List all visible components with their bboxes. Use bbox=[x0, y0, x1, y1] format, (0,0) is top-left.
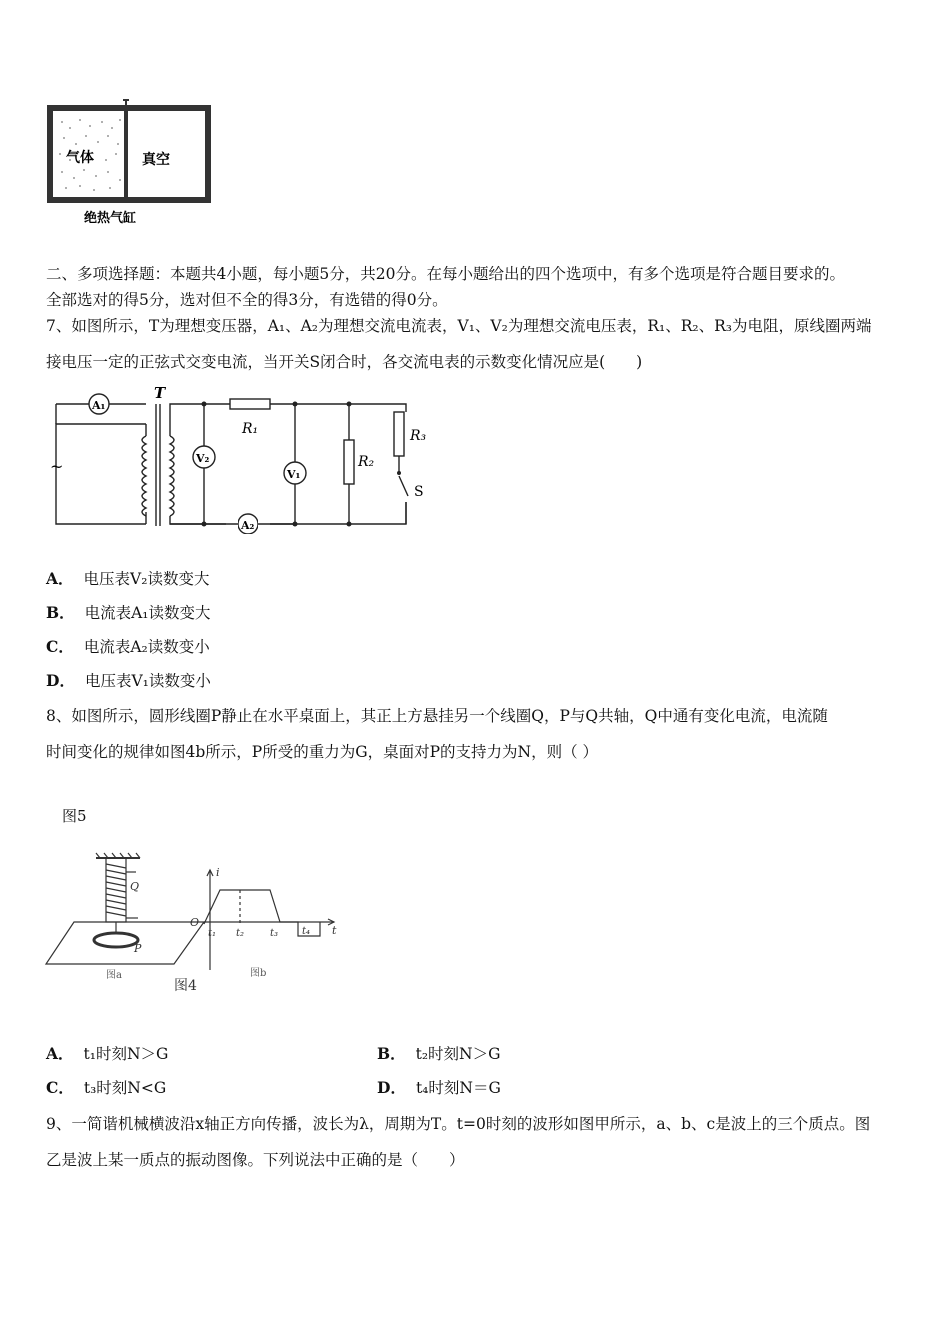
ac-source-symbol: ~ bbox=[50, 457, 64, 476]
q8-option-a-text: t₁时刻N＞G bbox=[83, 1045, 169, 1063]
q7-option-a-text: 电压表V₂读数变大 bbox=[83, 570, 210, 588]
axis-t-label: t bbox=[332, 924, 337, 937]
q7-option-c bbox=[46, 635, 210, 657]
axis-i-label: i bbox=[216, 866, 220, 879]
r1-label: R₁ bbox=[242, 421, 259, 437]
figure-4-caption: 图4 bbox=[174, 978, 197, 994]
q7-stem-line1: 7、如图所示，T为理想变压器，A₁、A₂为理想交流电流表，V₁、V₂为理想交流电压表，R₁、R₂、R₃为电阻，原线圈两端 bbox=[46, 317, 872, 335]
q7-option-b-key: B． bbox=[46, 603, 75, 622]
q7-option-b-text: 电流表A₁读数变大 bbox=[84, 604, 211, 622]
coil-q-label: Q bbox=[130, 880, 140, 893]
section-heading-cont: 全部选对的得5分，选对但不全的得3分，有选错的得0分。 bbox=[46, 291, 448, 309]
switch-label: S bbox=[414, 484, 424, 500]
q8-option-d-key: D． bbox=[377, 1078, 406, 1097]
vacuum-label: 真空 bbox=[142, 152, 170, 168]
q8-option-b bbox=[377, 1042, 501, 1064]
subfigure-a-label: 图a bbox=[106, 970, 122, 981]
q8-option-c-text: t₃时刻N<G bbox=[83, 1079, 167, 1097]
q7-stem-line2: 接电压一定的正弦式交变电流，当开关S闭合时，各交流电表的示数变化情况应是( ) bbox=[46, 353, 643, 371]
t2-tick-label: t₂ bbox=[236, 928, 245, 939]
t1-tick-label: t₁ bbox=[208, 928, 217, 939]
q7-option-a bbox=[46, 567, 209, 589]
subfigure-b-label: 图b bbox=[250, 968, 267, 979]
gas-cylinder-figure bbox=[40, 98, 220, 233]
cylinder-caption: 绝热气缸 bbox=[84, 211, 137, 226]
q7-option-c-key: C． bbox=[46, 637, 74, 656]
q7-option-d bbox=[46, 669, 211, 691]
q8-option-d bbox=[377, 1076, 501, 1098]
q8-stem-line1: 8、如图所示，圆形线圈P静止在水平桌面上，其正上方悬挂另一个线圈Q，P与Q共轴，Q中通有变化电流，电流随 bbox=[46, 707, 828, 725]
q9-stem-line1: 9、一简谐机械横波沿x轴正方向传播，波长为λ，周期为T。t=0时刻的波形如图甲所示，a、b、c是波上的三个质点。图 bbox=[46, 1115, 871, 1133]
q7-option-d-text: 电压表V₁读数变小 bbox=[84, 672, 211, 690]
q7-option-c-text: 电流表A₂读数变小 bbox=[83, 638, 210, 656]
section-heading: 二、多项选择题：本题共4小题，每小题5分，共20分。在每小题给出的四个选项中，有多个选项是符合题目要求的。 bbox=[46, 265, 845, 283]
figure-5-label: 图5 bbox=[62, 807, 87, 825]
q8-stem-line2: 时间变化的规律如图4b所示，P所受的重力为G，桌面对P的支持力为N，则（ ） bbox=[46, 743, 599, 761]
coil-current-figure bbox=[44, 850, 344, 1000]
r2-label: R₂ bbox=[358, 454, 375, 470]
q8-option-a-key: A． bbox=[46, 1044, 74, 1063]
q7-option-a-key: A． bbox=[46, 569, 74, 588]
t3-tick-label: t₃ bbox=[270, 928, 279, 939]
ammeter2-label: A₂ bbox=[241, 519, 255, 532]
q8-option-b-text: t₂时刻N＞G bbox=[415, 1045, 501, 1063]
t4-tick-label: t₄ bbox=[302, 926, 311, 937]
q7-option-d-key: D． bbox=[46, 671, 75, 690]
q8-option-c bbox=[46, 1076, 166, 1098]
voltmeter2-label: V₂ bbox=[196, 452, 210, 465]
transformer-circuit-diagram bbox=[46, 384, 446, 534]
r3-label: R₃ bbox=[410, 428, 427, 444]
q8-option-b-key: B． bbox=[377, 1044, 406, 1063]
origin-label: O bbox=[190, 916, 200, 929]
voltmeter1-label: V₁ bbox=[287, 468, 301, 481]
q8-option-d-text: t₄时刻N＝G bbox=[415, 1079, 501, 1097]
q9-stem-line2: 乙是波上某一质点的振动图像。下列说法中正确的是（ ） bbox=[46, 1151, 465, 1169]
q8-option-c-key: C． bbox=[46, 1078, 74, 1097]
q8-option-a bbox=[46, 1042, 168, 1064]
coil-p-label: P bbox=[134, 942, 142, 955]
ammeter1-label: A₁ bbox=[92, 399, 106, 412]
gas-label: 气体 bbox=[66, 150, 94, 166]
q7-option-b bbox=[46, 601, 211, 623]
transformer-label: T bbox=[154, 384, 166, 402]
